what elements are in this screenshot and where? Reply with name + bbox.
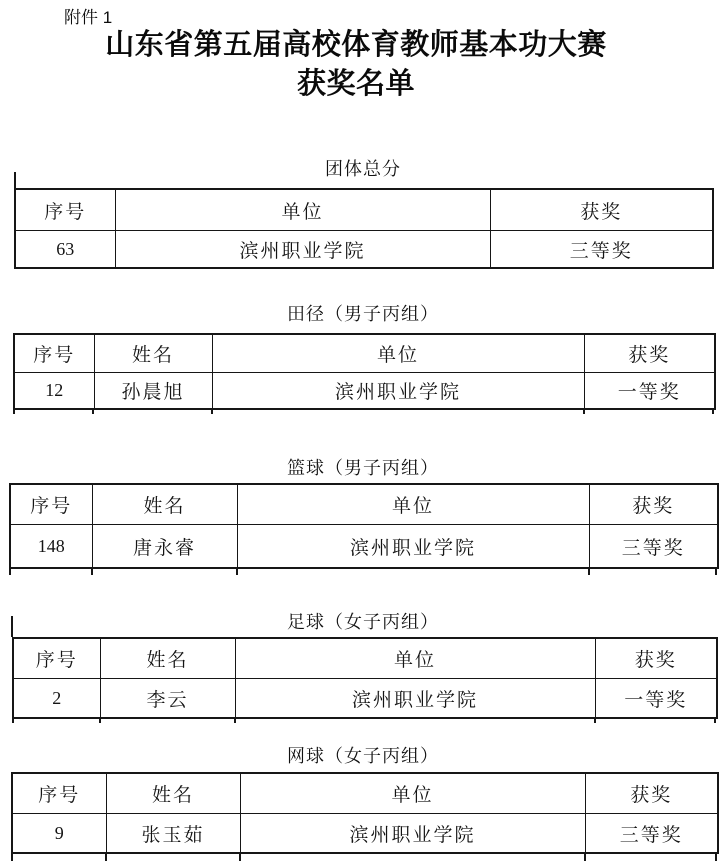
cell-number: 148 — [10, 525, 92, 569]
col-header-number: 序号 — [14, 334, 94, 373]
table-row — [15, 231, 713, 269]
cell-number: 63 — [15, 231, 115, 269]
col-header-unit: 单位 — [237, 484, 589, 525]
table-tennis — [11, 772, 719, 854]
table-team-total — [14, 188, 714, 269]
table-basketball — [9, 483, 719, 569]
cell-unit: 滨州职业学院 — [115, 231, 490, 269]
border-fragment — [584, 853, 586, 861]
col-header-name: 姓名 — [94, 334, 212, 373]
cell-award: 三等奖 — [585, 814, 718, 854]
border-fragment — [588, 568, 590, 575]
border-fragment — [234, 718, 236, 723]
cell-unit: 滨州职业学院 — [240, 814, 585, 854]
table-track-field — [13, 333, 716, 410]
cell-unit: 滨州职业学院 — [235, 679, 595, 719]
section-title-track-field: 田径（男子丙组） — [287, 304, 439, 324]
border-fragment — [583, 409, 585, 414]
document-title-line1: 山东省第五届高校体育教师基本功大赛 — [105, 29, 607, 61]
cell-number: 12 — [14, 373, 94, 410]
cell-name: 李云 — [100, 679, 235, 719]
attachment-label: 附件 1 — [64, 8, 113, 27]
border-fragment — [715, 853, 717, 861]
border-fragment — [714, 718, 716, 723]
border-fragment — [9, 568, 11, 575]
col-header-award: 获奖 — [585, 773, 718, 814]
table-header-row — [12, 773, 718, 814]
cell-award: 一等奖 — [595, 679, 717, 719]
col-header-number: 序号 — [12, 773, 106, 814]
col-header-award: 获奖 — [584, 334, 715, 373]
border-fragment — [11, 853, 13, 861]
border-fragment — [91, 568, 93, 575]
section-title-football: 足球（女子丙组） — [287, 612, 439, 632]
col-header-unit: 单位 — [235, 638, 595, 679]
col-header-unit: 单位 — [240, 773, 585, 814]
cell-award: 三等奖 — [490, 231, 713, 269]
border-fragment — [715, 568, 717, 575]
cell-number: 2 — [13, 679, 100, 719]
table-row — [14, 373, 715, 410]
cell-number: 9 — [12, 814, 106, 854]
section-title-basketball: 篮球（男子丙组） — [287, 458, 439, 478]
border-fragment — [14, 172, 16, 188]
cell-unit: 滨州职业学院 — [212, 373, 584, 410]
document-title-line2: 获奖名单 — [296, 68, 415, 100]
table-header-row — [14, 334, 715, 373]
table-header-row — [13, 638, 717, 679]
col-header-unit: 单位 — [115, 189, 490, 231]
table-header-row — [10, 484, 718, 525]
col-header-name: 姓名 — [106, 773, 240, 814]
cell-name: 孙晨旭 — [94, 373, 212, 410]
border-fragment — [712, 409, 714, 414]
col-header-award: 获奖 — [589, 484, 718, 525]
table-row — [13, 679, 717, 719]
section-title-tennis: 网球（女子丙组） — [287, 746, 439, 766]
border-fragment — [236, 568, 238, 575]
border-fragment — [12, 718, 14, 723]
col-header-name: 姓名 — [92, 484, 237, 525]
border-fragment — [99, 718, 101, 723]
cell-name: 唐永睿 — [92, 525, 237, 569]
border-fragment — [239, 853, 241, 861]
section-title-team-total: 团体总分 — [325, 159, 401, 179]
border-fragment — [13, 409, 15, 414]
cell-name: 张玉茹 — [106, 814, 240, 854]
cell-award: 一等奖 — [584, 373, 715, 410]
col-header-unit: 单位 — [212, 334, 584, 373]
table-football — [12, 637, 718, 719]
cell-unit: 滨州职业学院 — [237, 525, 589, 569]
border-fragment — [105, 853, 107, 861]
col-header-award: 获奖 — [490, 189, 713, 231]
border-fragment — [92, 409, 94, 414]
table-header-row — [15, 189, 713, 231]
table-row — [12, 814, 718, 854]
border-fragment — [11, 616, 13, 637]
col-header-number: 序号 — [15, 189, 115, 231]
col-header-award: 获奖 — [595, 638, 717, 679]
border-fragment — [211, 409, 213, 414]
col-header-name: 姓名 — [100, 638, 235, 679]
col-header-number: 序号 — [13, 638, 100, 679]
border-fragment — [594, 718, 596, 723]
table-row — [10, 525, 718, 569]
cell-award: 三等奖 — [589, 525, 718, 569]
col-header-number: 序号 — [10, 484, 92, 525]
document-title — [0, 26, 712, 104]
